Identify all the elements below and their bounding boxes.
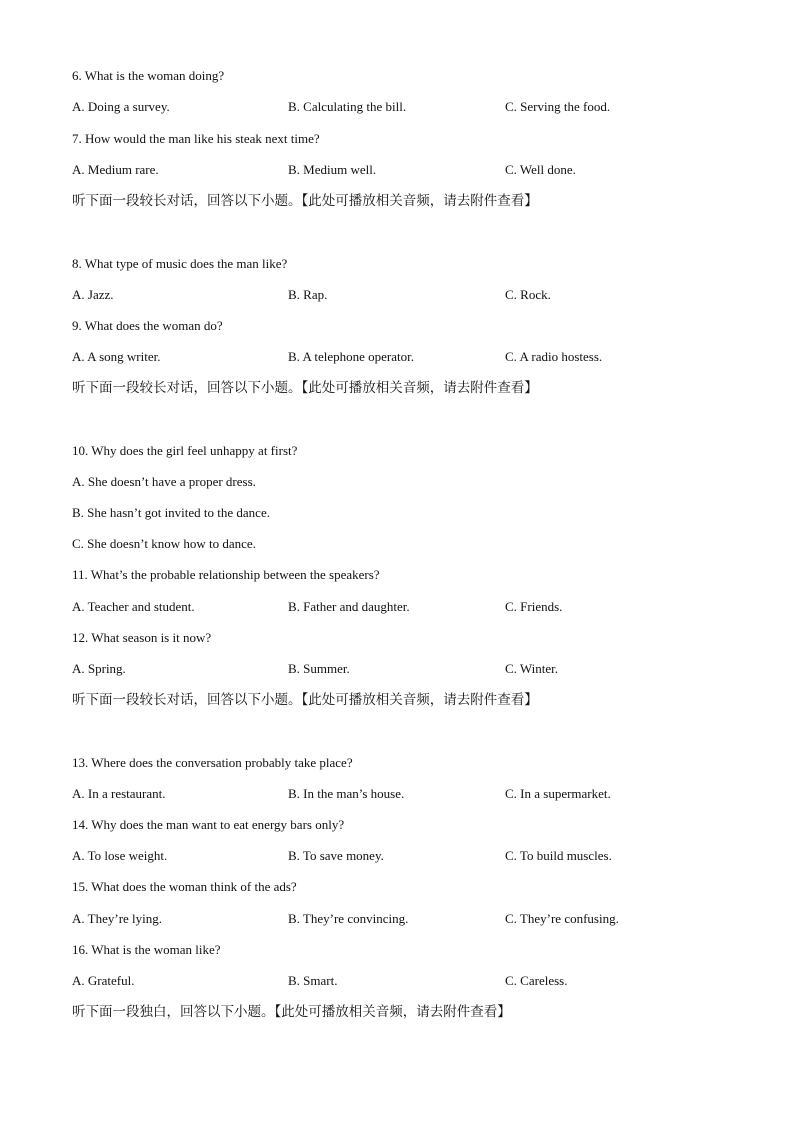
listening-instruction-2: 听下面一段较长对话，回答以下小题。【此处可播放相关音频，请去附件查看】 [72,380,538,396]
question-13: 13. Where does the conversation probably take place? [72,755,353,770]
q6-option-a: A. Doing a survey. [72,99,170,114]
question-14: 14. Why does the man want to eat energy bars only? [72,817,345,832]
q9-option-c: C. A radio hostess. [505,349,603,364]
q15-option-b: B. They’re convincing. [288,911,409,926]
q7-option-b: B. Medium well. [288,162,377,177]
q8-option-b: B. Rap. [288,287,328,302]
question-12: 12. What season is it now? [72,630,212,645]
question-9: 9. What does the woman do? [72,318,223,333]
question-11: 11. What’s the probable relationship between the speakers? [72,567,380,582]
question-16: 16. What is the woman like? [72,942,221,957]
question-10: 10. Why does the girl feel unhappy at first? [72,443,298,458]
q15-option-a: A. They’re lying. [72,911,163,926]
q7-option-c: C. Well done. [505,162,576,177]
q15-option-c: C. They’re confusing. [505,911,619,926]
question-7: 7. How would the man like his steak next time? [72,131,320,146]
q14-option-c: C. To build muscles. [505,848,612,863]
q16-option-c: C. Careless. [505,973,568,988]
q13-option-c: C. In a supermarket. [505,786,611,801]
q11-option-a: A. Teacher and student. [72,599,195,614]
q13-option-a: A. In a restaurant. [72,786,166,801]
q12-option-a: A. Spring. [72,661,126,676]
q6-option-b: B. Calculating the bill. [288,99,407,114]
q12-option-b: B. Summer. [288,661,350,676]
question-8: 8. What type of music does the man like? [72,256,288,271]
q14-option-b: B. To save money. [288,848,384,863]
q11-option-c: C. Friends. [505,599,563,614]
q16-option-a: A. Grateful. [72,973,135,988]
question-6: 6. What is the woman doing? [72,68,225,83]
q7-option-a: A. Medium rare. [72,162,159,177]
q13-option-b: B. In the man’s house. [288,786,405,801]
q16-option-b: B. Smart. [288,973,338,988]
q14-option-a: A. To lose weight. [72,848,168,863]
q8-option-a: A. Jazz. [72,287,114,302]
q10-option-a: A. She doesn’t have a proper dress. [72,474,256,489]
question-15: 15. What does the woman think of the ads? [72,879,297,894]
q10-option-c: C. She doesn’t know how to dance. [72,536,256,551]
listening-instruction-1: 听下面一段较长对话，回答以下小题。【此处可播放相关音频，请去附件查看】 [72,193,538,209]
q11-option-b: B. Father and daughter. [288,599,410,614]
q9-option-b: B. A telephone operator. [288,349,415,364]
q12-option-c: C. Winter. [505,661,559,676]
q10-option-b: B. She hasn’t got invited to the dance. [72,505,270,520]
listening-instruction-3: 听下面一段较长对话，回答以下小题。【此处可播放相关音频，请去附件查看】 [72,692,538,708]
listening-instruction-4: 听下面一段独白，回答以下小题。【此处可播放相关音频，请去附件查看】 [72,1004,511,1020]
q6-option-c: C. Serving the food. [505,99,611,114]
q9-option-a: A. A song writer. [72,349,161,364]
q8-option-c: C. Rock. [505,287,551,302]
